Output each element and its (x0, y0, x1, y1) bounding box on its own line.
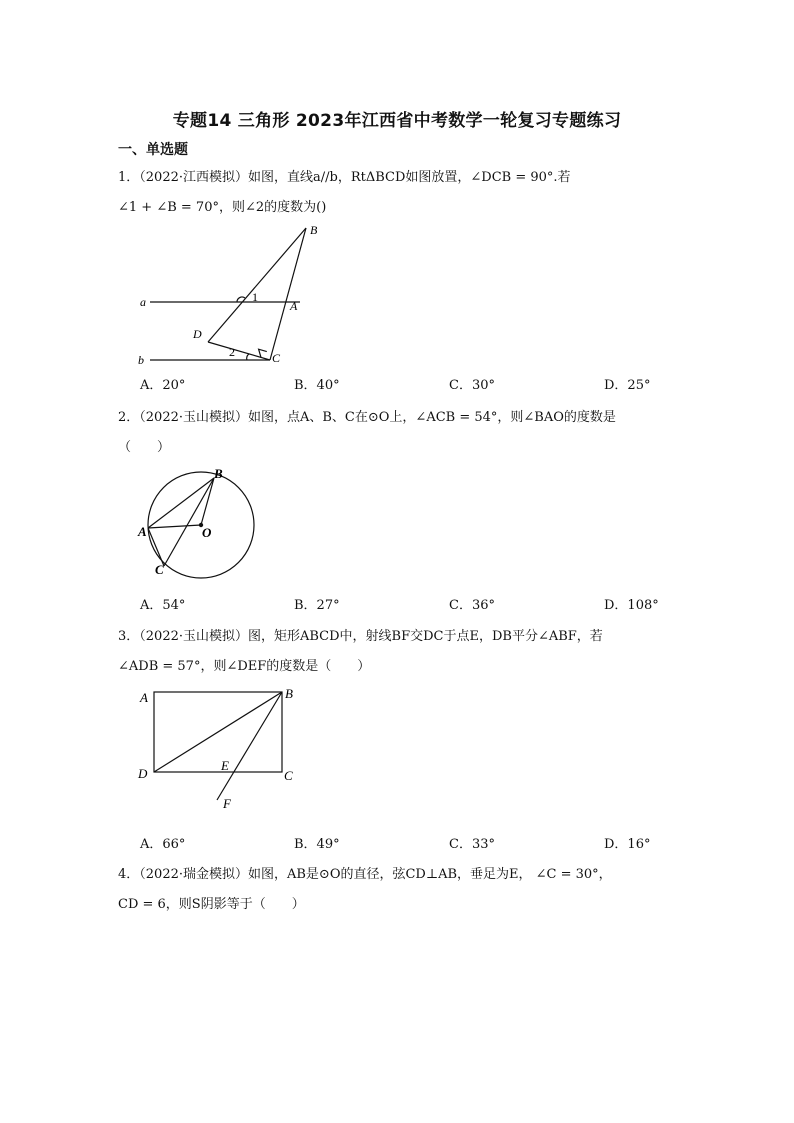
q2-text-line2: （ ） (118, 440, 171, 455)
q1-option-b[interactable]: B．40° (294, 378, 340, 393)
q3-option-b[interactable]: B．49° (294, 837, 340, 852)
q2-text-line1: 2．（2022·玉山模拟）如图，点A、B、C在⊙O上，∠ACB = 54°，则∠BAO的度数是 (118, 410, 616, 425)
q3-figure (132, 682, 307, 814)
q3-label-D: D (138, 766, 148, 781)
page-title: 专题14 三角形 2023年江西省中考数学一轮复习专题练习 (172, 111, 622, 131)
q1-label-C: C (272, 351, 281, 365)
q3-text-line2: ∠ADB = 57°，则∠DEF的度数是（ ） (118, 659, 371, 674)
q1-label-D: D (193, 327, 202, 341)
q2-label-A: A (138, 524, 147, 539)
q1-text-line1: 1．（2022·江西模拟）如图，直线a//b，RtΔBCD如图放置，∠DCB = 90°.若 (118, 170, 571, 185)
q1-label-B: B (310, 223, 318, 237)
q2-figure (134, 462, 264, 584)
q1-option-a[interactable]: A．20° (140, 378, 186, 393)
section-heading: 一、单选题 (118, 142, 188, 158)
q2-option-c[interactable]: C．36° (449, 598, 495, 613)
q1-label-angle2: 2 (229, 345, 235, 359)
q3-option-c[interactable]: C．33° (449, 837, 495, 852)
q3-label-B: B (285, 686, 293, 701)
q3-label-A: A (140, 690, 148, 705)
q1-label-angle1: 1 (252, 290, 258, 304)
q2-label-B: B (214, 466, 223, 481)
q1-figure (130, 218, 330, 370)
q1-option-d[interactable]: D．25° (604, 378, 651, 393)
q3-option-d[interactable]: D．16° (604, 837, 651, 852)
q3-label-F: F (223, 796, 231, 811)
q3-label-C: C (284, 768, 293, 783)
q1-text-line2: ∠1 + ∠B = 70°，则∠2的度数为() (118, 200, 327, 215)
q1-label-A: A (290, 299, 298, 313)
q1-option-c[interactable]: C．30° (449, 378, 495, 393)
q3-label-E: E (221, 758, 229, 773)
q2-label-O: O (202, 525, 212, 540)
q1-label-b: b (138, 353, 144, 367)
q2-option-a[interactable]: A．54° (140, 598, 186, 613)
q4-text-line2: CD = 6，则S阴影等于（ ） (118, 897, 305, 912)
q1-label-a: a (140, 295, 146, 309)
q2-label-C: C (155, 562, 164, 577)
q4-text-line1: 4．（2022·瑞金模拟）如图，AB是⊙O的直径，弦CD⊥AB，垂足为E， ∠C = 30°， (118, 867, 612, 882)
q2-option-b[interactable]: B．27° (294, 598, 340, 613)
q3-text-line1: 3．（2022·玉山模拟）图，矩形ABCD中，射线BF交DC于点E，DB平分∠ABF，若 (118, 629, 603, 644)
q3-option-a[interactable]: A．66° (140, 837, 186, 852)
q2-option-d[interactable]: D．108° (604, 598, 659, 613)
